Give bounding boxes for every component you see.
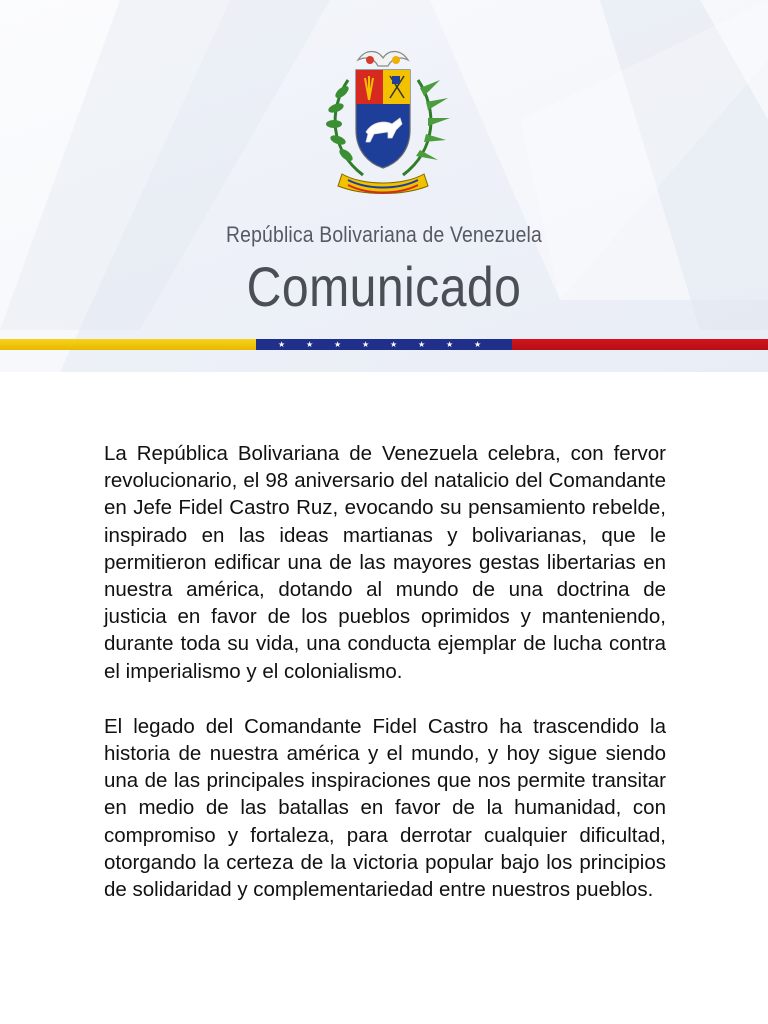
flag-yellow: [0, 339, 256, 350]
communique-body: [104, 440, 666, 931]
country-name: República Bolivariana de Venezuela: [226, 222, 542, 247]
paragraph-1: La República Bolivariana de Venezuela celebra, con fervor revolucionario, el 98 aniversario del natalicio del Comandante en Jefe Fidel Castro Ruz, evocando su pensamiento rebelde, inspirado en las ideas martianas y bolivarianas, que le permitieron edificar una de las mayores gestas libertarias en nuestra américa, dotando al mundo de una doctrina de justicia en favor de los pueblos oprimidos y manteniendo, durante toda su vida, una conducta ejemplar de lucha contra el imperialismo y el colonialismo.: [104, 442, 666, 683]
star-icon: ★: [446, 340, 454, 349]
header-banner: [0, 0, 768, 372]
star-icon: ★: [474, 340, 482, 349]
star-icon: ★: [306, 340, 314, 349]
star-icon: ★: [418, 340, 426, 349]
star-icon: ★: [334, 340, 342, 349]
flag-stripe: [0, 339, 768, 350]
venezuela-coat-of-arms-icon: [308, 40, 458, 200]
flag-red: [512, 339, 768, 350]
star-icon: ★: [362, 340, 370, 349]
flag-blue: [256, 339, 512, 350]
star-icon: ★: [278, 340, 286, 349]
paragraph-2: El legado del Comandante Fidel Castro ha trascendido la historia de nuestra américa y el mundo, y hoy sigue siendo una de las principales inspiraciones que nos permite transitar en medio de las batallas en favor de la humanidad, con compromiso y fortaleza, para derrotar cualquier dificultad, otorgando la certeza de la victoria popular bajo los principios de solidaridad y complementariedad entre nuestros pueblos.: [104, 714, 666, 902]
star-icon: ★: [390, 340, 398, 349]
page-title: Comunicado: [246, 255, 522, 318]
